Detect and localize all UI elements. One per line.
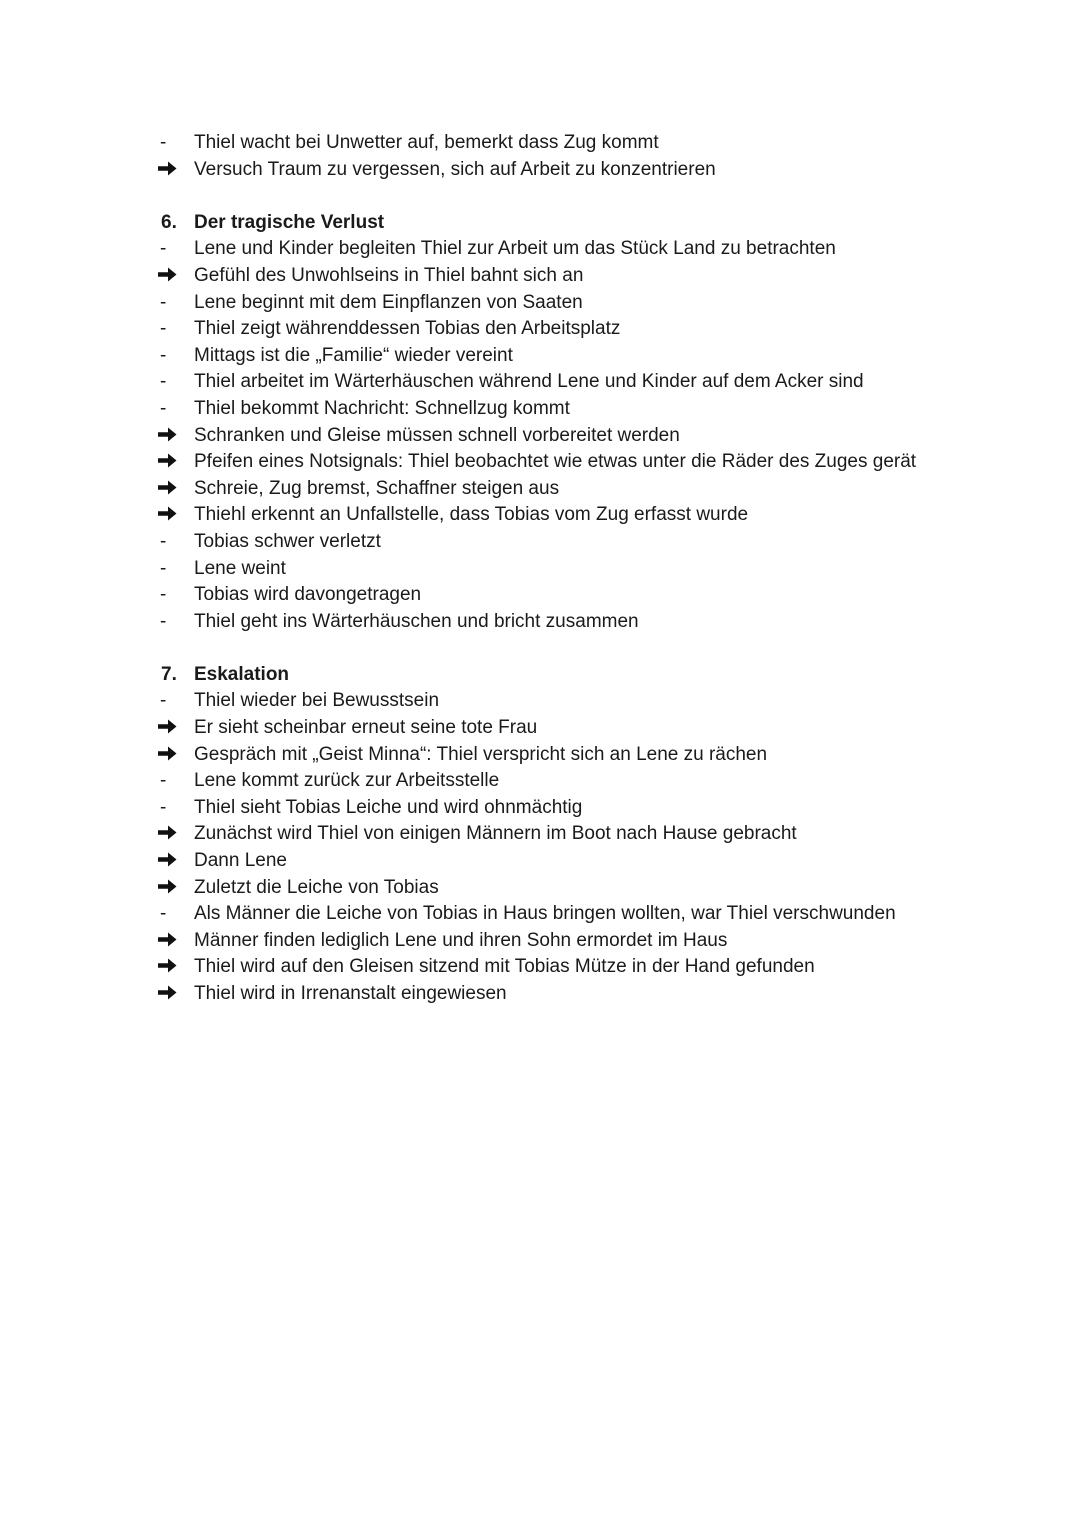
spacer — [158, 183, 1018, 210]
list-item-text: Pfeifen eines Notsignals: Thiel beobachtet wie etwas unter die Räder des Zuges gerät — [194, 451, 917, 473]
list-item — [158, 316, 1018, 343]
list-item-text: Thiel wird auf den Gleisen sitzend mit Tobias Mütze in der Hand gefunden — [194, 956, 815, 978]
list-item-text: Mittags ist die „Familie“ wieder vereint — [194, 344, 513, 366]
list-item-text: Zuletzt die Leiche von Tobias — [194, 876, 439, 898]
list-item-text: Thiehl erkennt an Unfallstelle, dass Tobias vom Zug erfasst wurde — [194, 504, 749, 526]
list-item-text: Thiel wird in Irrenanstalt eingewiesen — [194, 983, 507, 1004]
right-arrow-icon — [158, 157, 194, 184]
list-item — [158, 556, 1018, 583]
list-item — [158, 821, 1018, 848]
list-item-text: Lene und Kinder begleiten Thiel zur Arbeit um das Stück Land zu betrachten — [194, 238, 836, 260]
document-content — [158, 130, 1018, 1008]
list-item-text: Gefühl des Unwohlseins in Thiel bahnt sich an — [194, 264, 584, 286]
list-item — [158, 449, 1018, 476]
list-item — [158, 290, 1018, 317]
list-item-text: Thiel zeigt währenddessen Tobias den Arbeitsplatz — [194, 318, 621, 340]
dash-marker: - — [160, 557, 167, 579]
list-item — [158, 795, 1018, 822]
list-item — [158, 369, 1018, 396]
dash-marker: - — [160, 397, 167, 419]
list-item-text: Thiel sieht Tobias Leiche und wird ohnmächtig — [194, 796, 583, 818]
list-item — [158, 928, 1018, 955]
dash-marker: - — [160, 584, 167, 606]
list-item — [158, 236, 1018, 263]
list-item-text: Lene weint — [194, 557, 286, 579]
right-arrow-icon — [158, 423, 194, 450]
list-item — [158, 981, 1018, 1008]
dash-marker: - — [160, 291, 167, 313]
dash-marker: - — [160, 903, 167, 925]
list-item-text: Thiel bekommt Nachricht: Schnellzug kommt — [194, 397, 570, 419]
list-item — [158, 688, 1018, 715]
right-arrow-icon — [158, 875, 194, 902]
list-item — [158, 875, 1018, 902]
dash-marker: - — [160, 318, 167, 340]
list-item — [158, 157, 1018, 184]
section-title: Der tragische Verlust — [194, 211, 385, 233]
spacer — [158, 635, 1018, 662]
list-item — [158, 130, 1018, 157]
dash-marker: - — [160, 530, 167, 552]
dash-marker: - — [160, 610, 167, 632]
list-item — [158, 715, 1018, 742]
list-item-text: Thiel arbeitet im Wärterhäuschen während Lene und Kinder auf dem Acker sind — [194, 371, 864, 393]
list-item-text: Männer finden lediglich Lene und ihren Sohn ermordet im Haus — [194, 929, 728, 951]
dash-marker: - — [160, 770, 167, 792]
dash-marker: - — [160, 690, 167, 712]
dash-marker: - — [160, 132, 167, 153]
list-item-text: Lene kommt zurück zur Arbeitsstelle — [194, 770, 500, 792]
list-item-text: Er sieht scheinbar erneut seine tote Frau — [194, 717, 538, 739]
list-item — [158, 742, 1018, 769]
section-heading — [158, 210, 1018, 237]
list-item — [158, 901, 1018, 928]
dash-marker: - — [160, 238, 167, 260]
list-item — [158, 848, 1018, 875]
right-arrow-icon — [158, 954, 194, 981]
dash-marker: - — [160, 371, 167, 393]
list-item-text: Zunächst wird Thiel von einigen Männern im Boot nach Hause gebracht — [194, 823, 797, 845]
dash-marker: - — [160, 796, 167, 818]
section-number: 7. — [161, 663, 177, 685]
right-arrow-icon — [158, 502, 194, 529]
right-arrow-icon — [158, 715, 194, 742]
list-item-text: Schreie, Zug bremst, Schaffner steigen aus — [194, 477, 560, 499]
list-item — [158, 582, 1018, 609]
right-arrow-icon — [158, 476, 194, 503]
list-item — [158, 343, 1018, 370]
section-number: 6. — [161, 211, 177, 233]
list-item-text: Dann Lene — [194, 850, 287, 872]
right-arrow-icon — [158, 742, 194, 769]
right-arrow-icon — [158, 263, 194, 290]
list-item — [158, 609, 1018, 636]
list-item — [158, 263, 1018, 290]
right-arrow-icon — [158, 821, 194, 848]
list-item-text: Thiel wacht bei Unwetter auf, bemerkt dass Zug kommt — [194, 132, 659, 153]
list-item-text: Schranken und Gleise müssen schnell vorbereitet werden — [194, 424, 680, 446]
list-item-text: Als Männer die Leiche von Tobias in Haus bringen wollten, war Thiel verschwunden — [194, 903, 896, 925]
list-item — [158, 423, 1018, 450]
list-item-text: Versuch Traum zu vergessen, sich auf Arbeit zu konzentrieren — [194, 158, 716, 180]
section-escalation — [158, 662, 1018, 1008]
right-arrow-icon — [158, 981, 194, 1008]
list-item-text: Lene beginnt mit dem Einpflanzen von Saaten — [194, 291, 583, 313]
list-item-text: Thiel wieder bei Bewusstsein — [194, 690, 440, 712]
list-item-text: Gespräch mit „Geist Minna“: Thiel verspricht sich an Lene zu rächen — [194, 743, 768, 765]
list-item — [158, 396, 1018, 423]
list-item — [158, 954, 1018, 981]
list-item — [158, 476, 1018, 503]
dash-marker: - — [160, 344, 167, 366]
list-item-text: Tobias schwer verletzt — [194, 530, 381, 552]
list-item — [158, 529, 1018, 556]
section-heading — [158, 662, 1018, 689]
section-tragic-loss — [158, 210, 1018, 636]
list-item — [158, 502, 1018, 529]
list-item-text: Thiel geht ins Wärterhäuschen und bricht zusammen — [194, 610, 639, 632]
list-item — [158, 768, 1018, 795]
intro-list — [158, 130, 1018, 183]
list-item-text: Tobias wird davongetragen — [194, 584, 422, 606]
right-arrow-icon — [158, 928, 194, 955]
right-arrow-icon — [158, 449, 194, 476]
section-title: Eskalation — [194, 663, 290, 685]
right-arrow-icon — [158, 848, 194, 875]
